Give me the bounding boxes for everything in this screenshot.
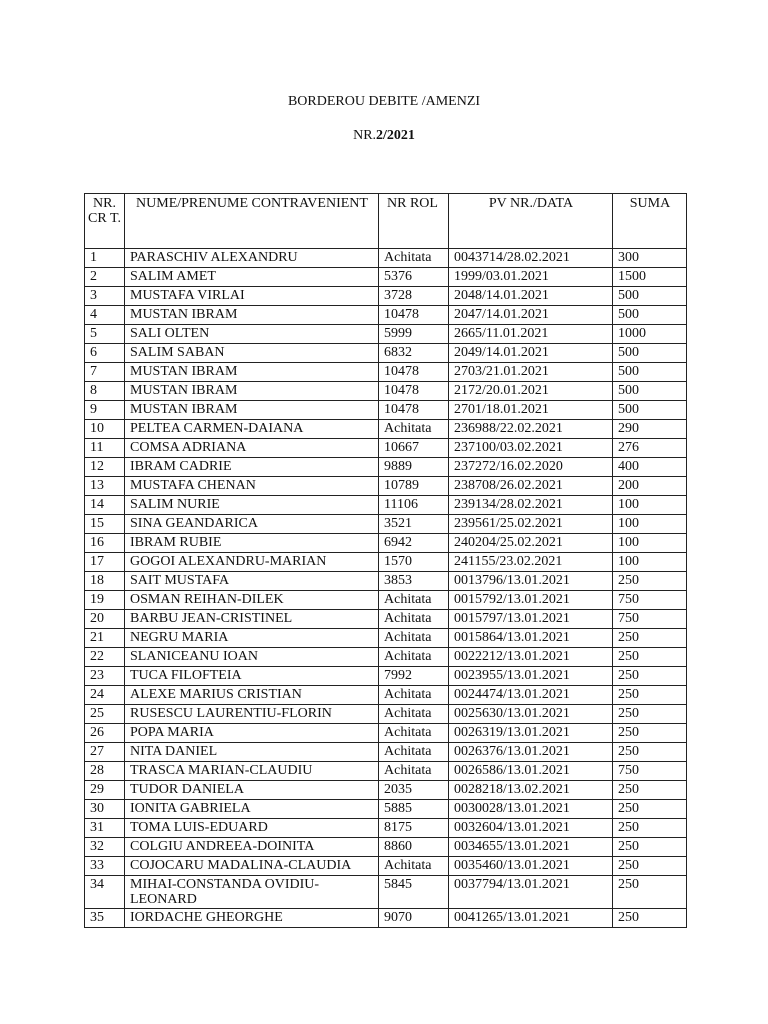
row-number-cell: 1 — [85, 249, 125, 268]
header-nr-crt: NR. CR T. — [85, 194, 125, 249]
nr-rol-cell: Achitata — [379, 648, 449, 667]
nr-rol-cell: 9070 — [379, 909, 449, 928]
nr-rol-cell: Achitata — [379, 857, 449, 876]
nr-rol-cell: 11106 — [379, 496, 449, 515]
nr-rol-cell: 8860 — [379, 838, 449, 857]
header-suma: SUMA — [613, 194, 687, 249]
row-number-cell: 24 — [85, 686, 125, 705]
row-number-cell: 35 — [85, 909, 125, 928]
nr-rol-cell: Achitata — [379, 591, 449, 610]
table-row — [85, 743, 687, 762]
table-row — [85, 838, 687, 857]
contravenient-name-cell: COMSA ADRIANA — [125, 439, 379, 458]
nr-rol-cell: 10789 — [379, 477, 449, 496]
nr-rol-cell: 9889 — [379, 458, 449, 477]
nr-rol-cell: 10478 — [379, 382, 449, 401]
table-row — [85, 909, 687, 928]
row-number-cell: 20 — [85, 610, 125, 629]
row-number-cell: 9 — [85, 401, 125, 420]
row-number-cell: 19 — [85, 591, 125, 610]
nr-rol-cell: Achitata — [379, 686, 449, 705]
row-number-cell: 10 — [85, 420, 125, 439]
contravenient-name-cell: IBRAM RUBIE — [125, 534, 379, 553]
amount-cell: 250 — [613, 572, 687, 591]
pv-number-date-cell: 240204/25.02.2021 — [449, 534, 613, 553]
contravenient-name-cell: MUSTAN IBRAM — [125, 306, 379, 325]
table-row — [85, 515, 687, 534]
nr-rol-cell: 2035 — [379, 781, 449, 800]
table-row — [85, 591, 687, 610]
pv-number-date-cell: 2701/18.01.2021 — [449, 401, 613, 420]
table-row — [85, 800, 687, 819]
nr-rol-cell: 3853 — [379, 572, 449, 591]
amount-cell: 250 — [613, 781, 687, 800]
pv-number-date-cell: 238708/26.02.2021 — [449, 477, 613, 496]
pv-number-date-cell: 239561/25.02.2021 — [449, 515, 613, 534]
pv-number-date-cell: 0015792/13.01.2021 — [449, 591, 613, 610]
contravenient-name-cell: IORDACHE GHEORGHE — [125, 909, 379, 928]
pv-number-date-cell: 2048/14.01.2021 — [449, 287, 613, 306]
table-row — [85, 724, 687, 743]
amount-cell: 500 — [613, 382, 687, 401]
row-number-cell: 3 — [85, 287, 125, 306]
nr-rol-cell: Achitata — [379, 743, 449, 762]
contravenient-name-cell: MUSTAFA VIRLAI — [125, 287, 379, 306]
row-number-cell: 29 — [85, 781, 125, 800]
nr-rol-cell: 6832 — [379, 344, 449, 363]
pv-number-date-cell: 0026586/13.01.2021 — [449, 762, 613, 781]
amount-cell: 250 — [613, 743, 687, 762]
nr-rol-cell: 10478 — [379, 306, 449, 325]
contravenient-name-cell: POPA MARIA — [125, 724, 379, 743]
nr-rol-cell: 10478 — [379, 401, 449, 420]
table-row — [85, 249, 687, 268]
pv-number-date-cell: 0041265/13.01.2021 — [449, 909, 613, 928]
nr-rol-cell: 7992 — [379, 667, 449, 686]
amount-cell: 250 — [613, 648, 687, 667]
table-header-row — [85, 194, 687, 249]
table-row — [85, 857, 687, 876]
contravenient-name-cell: NITA DANIEL — [125, 743, 379, 762]
amount-cell: 250 — [613, 819, 687, 838]
amount-cell: 100 — [613, 534, 687, 553]
contravenient-name-cell: IBRAM CADRIE — [125, 458, 379, 477]
amount-cell: 500 — [613, 344, 687, 363]
pv-number-date-cell: 0034655/13.01.2021 — [449, 838, 613, 857]
table-row — [85, 534, 687, 553]
table-row — [85, 819, 687, 838]
amount-cell: 750 — [613, 610, 687, 629]
pv-number-date-cell: 0013796/13.01.2021 — [449, 572, 613, 591]
amount-cell: 500 — [613, 401, 687, 420]
pv-number-date-cell: 0023955/13.01.2021 — [449, 667, 613, 686]
amount-cell: 300 — [613, 249, 687, 268]
table-row — [85, 477, 687, 496]
row-number-cell: 13 — [85, 477, 125, 496]
table-row — [85, 496, 687, 515]
table-row — [85, 363, 687, 382]
table-row — [85, 325, 687, 344]
table-row — [85, 629, 687, 648]
table-row — [85, 439, 687, 458]
pv-number-date-cell: 2047/14.01.2021 — [449, 306, 613, 325]
contravenient-name-cell: PARASCHIV ALEXANDRU — [125, 249, 379, 268]
row-number-cell: 4 — [85, 306, 125, 325]
contravenient-name-cell: SALIM SABAN — [125, 344, 379, 363]
amount-cell: 250 — [613, 724, 687, 743]
header-nr-rol: NR ROL — [379, 194, 449, 249]
pv-number-date-cell: 0026376/13.01.2021 — [449, 743, 613, 762]
amount-cell: 250 — [613, 705, 687, 724]
row-number-cell: 21 — [85, 629, 125, 648]
nr-rol-cell: 3521 — [379, 515, 449, 534]
nr-rol-cell: Achitata — [379, 762, 449, 781]
contravenient-name-cell: SALI OLTEN — [125, 325, 379, 344]
pv-number-date-cell: 237272/16.02.2020 — [449, 458, 613, 477]
pv-number-date-cell: 241155/23.02.2021 — [449, 553, 613, 572]
table-row — [85, 553, 687, 572]
contravenient-name-cell: MUSTAN IBRAM — [125, 401, 379, 420]
pv-number-date-cell: 0024474/13.01.2021 — [449, 686, 613, 705]
pv-number-date-cell: 0015864/13.01.2021 — [449, 629, 613, 648]
amount-cell: 400 — [613, 458, 687, 477]
nr-rol-cell: 5376 — [379, 268, 449, 287]
table-row — [85, 458, 687, 477]
table-row — [85, 781, 687, 800]
contravenient-name-cell: IONITA GABRIELA — [125, 800, 379, 819]
row-number-cell: 25 — [85, 705, 125, 724]
table-body — [85, 249, 687, 928]
pv-number-date-cell: 2703/21.01.2021 — [449, 363, 613, 382]
table-row — [85, 401, 687, 420]
amount-cell: 250 — [613, 686, 687, 705]
table-row — [85, 705, 687, 724]
pv-number-date-cell: 1999/03.01.2021 — [449, 268, 613, 287]
contravenient-name-cell: GOGOI ALEXANDRU-MARIAN — [125, 553, 379, 572]
pv-number-date-cell: 0015797/13.01.2021 — [449, 610, 613, 629]
amount-cell: 276 — [613, 439, 687, 458]
pv-number-date-cell: 0037794/13.01.2021 — [449, 876, 613, 909]
document-number — [0, 128, 768, 144]
row-number-cell: 23 — [85, 667, 125, 686]
document-title: BORDEROU DEBITE /AMENZI — [287, 94, 481, 109]
amount-cell: 200 — [613, 477, 687, 496]
amount-cell: 250 — [613, 667, 687, 686]
amount-cell: 500 — [613, 306, 687, 325]
pv-number-date-cell: 239134/28.02.2021 — [449, 496, 613, 515]
contravenient-name-cell: MIHAI-CONSTANDA OVIDIU-LEONARD — [125, 876, 379, 909]
pv-number-date-cell: 237100/03.02.2021 — [449, 439, 613, 458]
table-row — [85, 420, 687, 439]
contravenient-name-cell: NEGRU MARIA — [125, 629, 379, 648]
nr-rol-cell: 1570 — [379, 553, 449, 572]
row-number-cell: 31 — [85, 819, 125, 838]
nr-rol-cell: Achitata — [379, 610, 449, 629]
contravenient-name-cell: BARBU JEAN-CRISTINEL — [125, 610, 379, 629]
row-number-cell: 18 — [85, 572, 125, 591]
pv-number-date-cell: 236988/22.02.2021 — [449, 420, 613, 439]
pv-number-date-cell: 2665/11.01.2021 — [449, 325, 613, 344]
pv-number-date-cell: 0043714/28.02.2021 — [449, 249, 613, 268]
pv-number-date-cell: 0032604/13.01.2021 — [449, 819, 613, 838]
nr-rol-cell: Achitata — [379, 629, 449, 648]
table-row — [85, 344, 687, 363]
contravenient-name-cell: SAIT MUSTAFA — [125, 572, 379, 591]
pv-number-date-cell: 0025630/13.01.2021 — [449, 705, 613, 724]
row-number-cell: 32 — [85, 838, 125, 857]
contravenient-name-cell: COJOCARU MADALINA-CLAUDIA — [125, 857, 379, 876]
row-number-cell: 14 — [85, 496, 125, 515]
pv-number-date-cell: 0030028/13.01.2021 — [449, 800, 613, 819]
nr-rol-cell: 10478 — [379, 363, 449, 382]
table-row — [85, 306, 687, 325]
amount-cell: 100 — [613, 553, 687, 572]
table-row — [85, 762, 687, 781]
row-number-cell: 5 — [85, 325, 125, 344]
row-number-cell: 12 — [85, 458, 125, 477]
table-row — [85, 382, 687, 401]
contravenient-name-cell: TUDOR DANIELA — [125, 781, 379, 800]
row-number-cell: 11 — [85, 439, 125, 458]
amount-cell: 100 — [613, 496, 687, 515]
contravenient-name-cell: SALIM NURIE — [125, 496, 379, 515]
pv-number-date-cell: 2172/20.01.2021 — [449, 382, 613, 401]
amount-cell: 250 — [613, 876, 687, 909]
nr-rol-cell: 5885 — [379, 800, 449, 819]
amount-cell: 500 — [613, 287, 687, 306]
nr-rol-cell: Achitata — [379, 705, 449, 724]
contravenient-name-cell: TRASCA MARIAN-CLAUDIU — [125, 762, 379, 781]
fines-table — [84, 193, 687, 928]
row-number-cell: 26 — [85, 724, 125, 743]
contravenient-name-cell: MUSTAN IBRAM — [125, 382, 379, 401]
amount-cell: 100 — [613, 515, 687, 534]
table-row — [85, 876, 687, 909]
row-number-cell: 17 — [85, 553, 125, 572]
nr-rol-cell: 8175 — [379, 819, 449, 838]
contravenient-name-cell: OSMAN REIHAN-DILEK — [125, 591, 379, 610]
amount-cell: 750 — [613, 591, 687, 610]
amount-cell: 250 — [613, 838, 687, 857]
table-row — [85, 268, 687, 287]
contravenient-name-cell: SALIM AMET — [125, 268, 379, 287]
pv-number-date-cell: 0035460/13.01.2021 — [449, 857, 613, 876]
row-number-cell: 15 — [85, 515, 125, 534]
contravenient-name-cell: ALEXE MARIUS CRISTIAN — [125, 686, 379, 705]
document-number-prefix: NR. — [353, 128, 377, 143]
nr-rol-cell: 5999 — [379, 325, 449, 344]
table-row — [85, 610, 687, 629]
row-number-cell: 34 — [85, 876, 125, 909]
contravenient-name-cell: TUCA FILOFTEIA — [125, 667, 379, 686]
nr-rol-cell: 6942 — [379, 534, 449, 553]
amount-cell: 500 — [613, 363, 687, 382]
header-name: NUME/PRENUME CONTRAVENIENT — [125, 194, 379, 249]
contravenient-name-cell: TOMA LUIS-EDUARD — [125, 819, 379, 838]
row-number-cell: 33 — [85, 857, 125, 876]
pv-number-date-cell: 0026319/13.01.2021 — [449, 724, 613, 743]
contravenient-name-cell: SINA GEANDARICA — [125, 515, 379, 534]
row-number-cell: 7 — [85, 363, 125, 382]
nr-rol-cell: Achitata — [379, 249, 449, 268]
table-row — [85, 648, 687, 667]
contravenient-name-cell: PELTEA CARMEN-DAIANA — [125, 420, 379, 439]
nr-rol-cell: 5845 — [379, 876, 449, 909]
amount-cell: 750 — [613, 762, 687, 781]
table-row — [85, 287, 687, 306]
amount-cell: 250 — [613, 909, 687, 928]
table-row — [85, 686, 687, 705]
pv-number-date-cell: 2049/14.01.2021 — [449, 344, 613, 363]
row-number-cell: 2 — [85, 268, 125, 287]
nr-rol-cell: Achitata — [379, 724, 449, 743]
nr-rol-cell: 10667 — [379, 439, 449, 458]
table-row — [85, 572, 687, 591]
amount-cell: 250 — [613, 857, 687, 876]
row-number-cell: 27 — [85, 743, 125, 762]
contravenient-name-cell: MUSTAFA CHENAN — [125, 477, 379, 496]
table-row — [85, 667, 687, 686]
pv-number-date-cell: 0022212/13.01.2021 — [449, 648, 613, 667]
row-number-cell: 6 — [85, 344, 125, 363]
row-number-cell: 28 — [85, 762, 125, 781]
nr-rol-cell: 3728 — [379, 287, 449, 306]
amount-cell: 1000 — [613, 325, 687, 344]
header-pv-data: PV NR./DATA — [449, 194, 613, 249]
contravenient-name-cell: MUSTAN IBRAM — [125, 363, 379, 382]
amount-cell: 1500 — [613, 268, 687, 287]
row-number-cell: 22 — [85, 648, 125, 667]
row-number-cell: 8 — [85, 382, 125, 401]
row-number-cell: 30 — [85, 800, 125, 819]
nr-rol-cell: Achitata — [379, 420, 449, 439]
pv-number-date-cell: 0028218/13.02.2021 — [449, 781, 613, 800]
contravenient-name-cell: RUSESCU LAURENTIU-FLORIN — [125, 705, 379, 724]
contravenient-name-cell: SLANICEANU IOAN — [125, 648, 379, 667]
amount-cell: 290 — [613, 420, 687, 439]
document-number-value: 2/2021 — [376, 128, 415, 143]
row-number-cell: 16 — [85, 534, 125, 553]
contravenient-name-cell: COLGIU ANDREEA-DOINITA — [125, 838, 379, 857]
amount-cell: 250 — [613, 629, 687, 648]
amount-cell: 250 — [613, 800, 687, 819]
